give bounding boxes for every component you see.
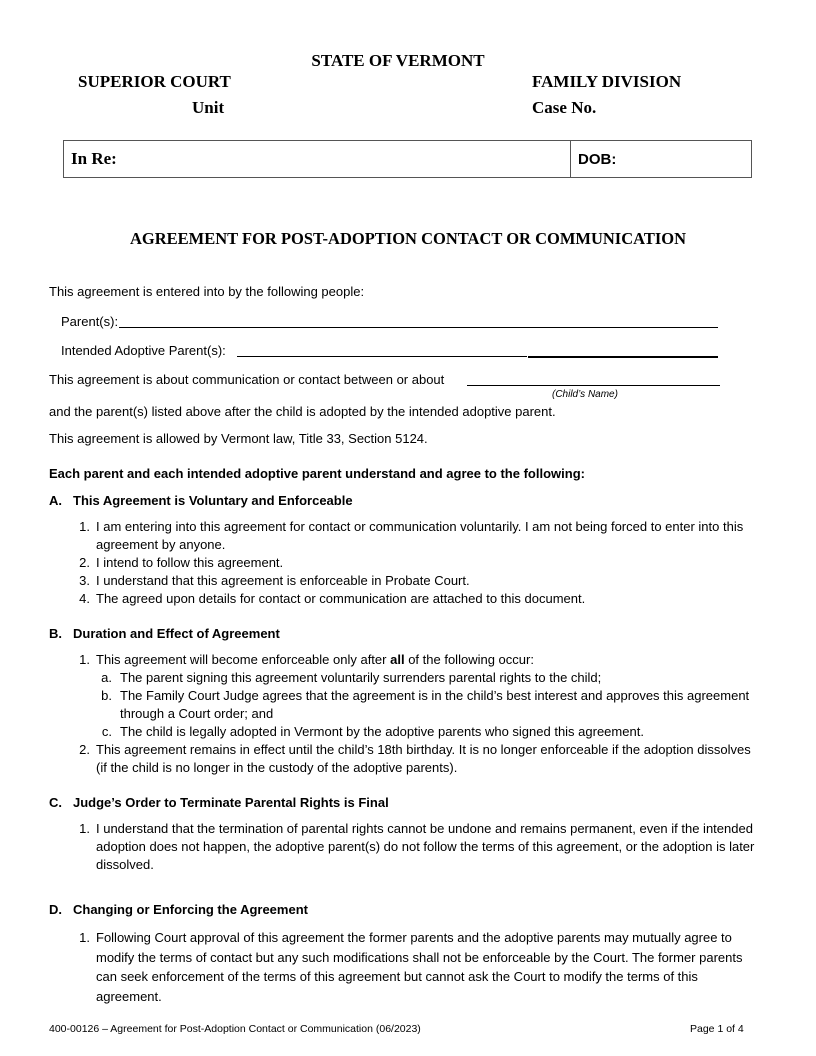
list-item-text: of the following occur:	[408, 652, 534, 667]
state-heading: STATE OF VERMONT	[311, 51, 485, 70]
list-item-text: Following Court approval of this agreement the former parents and the adoptive parents may mutually agree to modify the terms of contact but any such modifications shall not be enforceable by the Court. The former parents can seek enforcement of the terms of this agreement but cannot ask the Court to modify the terms of this agreement.	[96, 930, 743, 1004]
sub-list-text: The Family Court Judge agrees that the agreement is in the child’s best interest and approves this agreement through a Court order; and	[120, 688, 750, 721]
section-d-heading	[49, 902, 308, 917]
section-c-heading	[49, 795, 389, 810]
section-c-list	[72, 820, 764, 874]
section-b-letter: B.	[49, 626, 62, 641]
division-name: FAMILY DIVISION	[532, 72, 682, 91]
parents-label: Parent(s):	[61, 314, 119, 329]
section-c-title: Judge’s Order to Terminate Parental Rights is Final	[73, 795, 389, 810]
intro-text: This agreement is entered into by the following people:	[49, 284, 365, 299]
unit-label: Unit	[192, 98, 225, 117]
sub-list-letter: c.	[101, 724, 112, 739]
page-number: Page 1 of 4	[690, 1023, 744, 1035]
section-a-heading	[49, 493, 353, 508]
adoptive-parents-input-line[interactable]	[237, 356, 527, 357]
list-number: 1.	[79, 652, 90, 667]
in-re-field[interactable]: In Re:	[64, 141, 571, 177]
list-item-text: This agreement will become enforceable only after	[96, 652, 387, 667]
list-item-text: I intend to follow this agreement.	[96, 555, 284, 570]
about-text: This agreement is about communication or contact between or about	[49, 372, 445, 387]
list-number: 2.	[79, 555, 90, 570]
list-item	[72, 554, 764, 572]
list-item	[72, 741, 764, 777]
section-d-list	[72, 928, 764, 1006]
section-d-title: Changing or Enforcing the Agreement	[73, 902, 308, 917]
child-name-hint: (Child’s Name)	[552, 389, 618, 400]
section-a-title: This Agreement is Voluntary and Enforceable	[73, 493, 353, 508]
section-a-list	[72, 518, 764, 608]
list-number: 3.	[79, 573, 90, 588]
section-b-list	[72, 651, 764, 777]
list-number: 1.	[79, 930, 90, 945]
list-item	[72, 651, 764, 669]
caption-box	[63, 140, 752, 178]
list-number: 4.	[79, 591, 90, 606]
section-b-title: Duration and Effect of Agreement	[73, 626, 280, 641]
court-name: SUPERIOR COURT	[78, 72, 231, 91]
list-item-text: I understand that this agreement is enforceable in Probate Court.	[96, 573, 470, 588]
adoptive-parents-label: Intended Adoptive Parent(s):	[61, 343, 226, 358]
parents-input-line[interactable]	[119, 327, 718, 328]
dob-field[interactable]: DOB:	[578, 151, 617, 168]
sub-list-item	[72, 723, 764, 741]
case-number-label: Case No.	[532, 98, 597, 117]
list-item-text: I understand that the termination of parental rights cannot be undone and remains permanent, even if the intended adoption does not happen, the adoptive parent(s) do not follow the terms of this agreement, or the adoption is later dissolved.	[96, 821, 755, 872]
section-d-letter: D.	[49, 902, 62, 917]
list-item	[72, 590, 764, 608]
list-item	[72, 572, 764, 590]
list-number: 2.	[79, 742, 90, 757]
document-title: AGREEMENT FOR POST-ADOPTION CONTACT OR COMMUNICATION	[130, 229, 686, 248]
list-number: 1.	[79, 519, 90, 534]
section-b-heading	[49, 626, 280, 641]
section-a-letter: A.	[49, 493, 62, 508]
sub-list-item	[72, 669, 764, 687]
child-name-input-line[interactable]	[467, 385, 720, 386]
sub-list-text: The child is legally adopted in Vermont by the adoptive parents who signed this agreement.	[120, 724, 644, 739]
list-number: 1.	[79, 821, 90, 836]
list-item-text: The agreed upon details for contact or communication are attached to this document.	[96, 591, 586, 606]
sub-list-letter: b.	[101, 688, 112, 703]
sub-list-item	[72, 687, 764, 723]
emphasis-text: all	[390, 652, 405, 667]
form-number: 400-00126 – Agreement for Post-Adoption Contact or Communication (06/2023)	[49, 1023, 421, 1035]
adoptive-parents-input-line-2[interactable]	[528, 356, 718, 358]
list-item-text: This agreement remains in effect until the child’s 18th birthday. It is no longer enforceable if the adoption dissolves (if the child is no longer in the custody of the adoptive parents).	[96, 742, 751, 775]
agreement-heading: Each parent and each intended adoptive parent understand and agree to the following:	[49, 466, 585, 481]
sub-list-text: The parent signing this agreement voluntarily surrenders parental rights to the child;	[120, 670, 602, 685]
list-item	[72, 820, 764, 874]
list-item	[72, 928, 764, 1006]
vermont-law-text: This agreement is allowed by Vermont law, Title 33, Section 5124.	[49, 431, 428, 446]
sub-list-letter: a.	[101, 670, 112, 685]
list-item	[72, 518, 764, 554]
after-adoption-text: and the parent(s) listed above after the child is adopted by the intended adoptive parent.	[49, 404, 556, 419]
section-c-letter: C.	[49, 795, 62, 810]
list-item-text: I am entering into this agreement for contact or communication voluntarily. I am not being forced to enter into this agreement by anyone.	[96, 519, 744, 552]
